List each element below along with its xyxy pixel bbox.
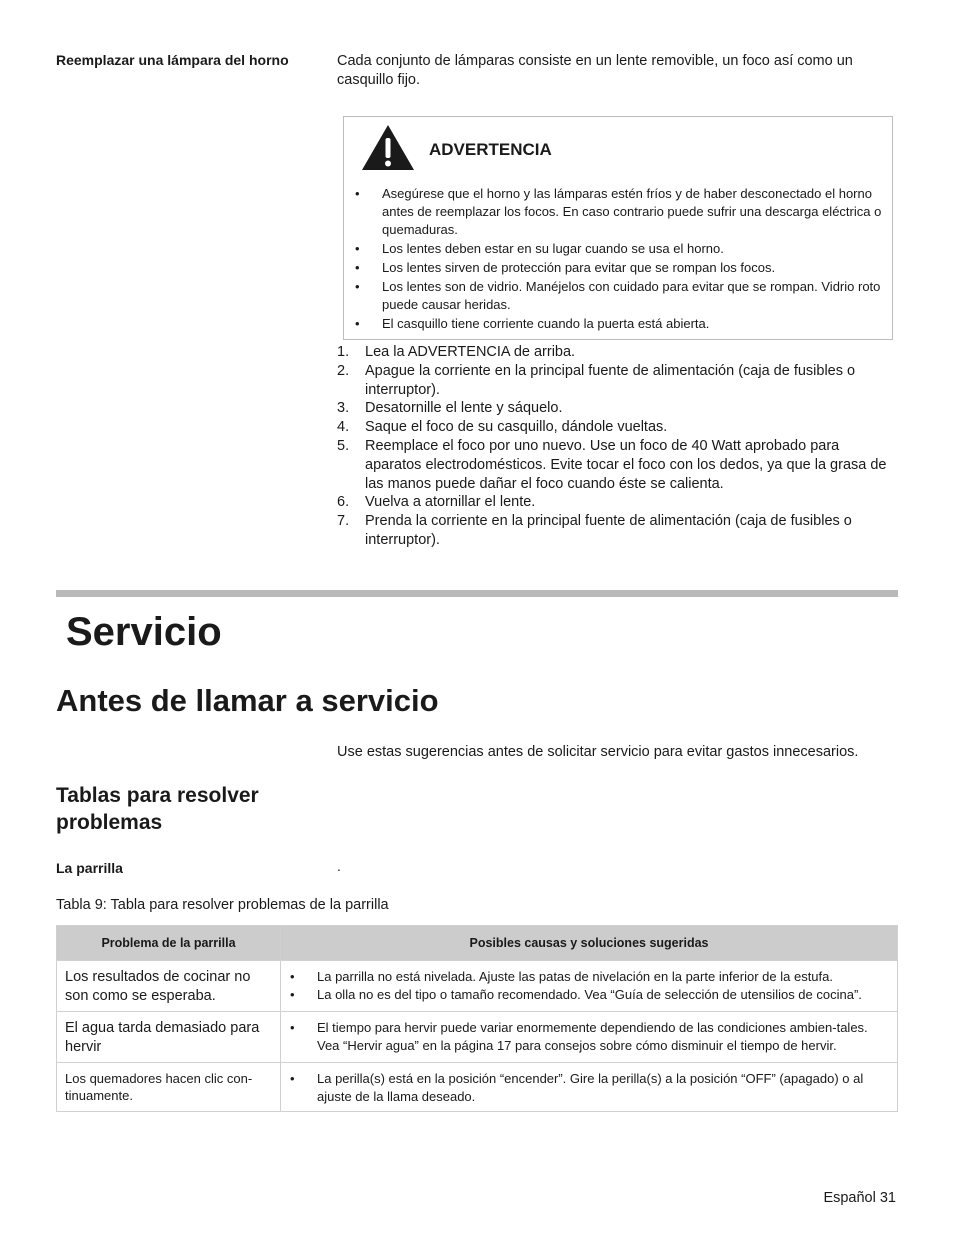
solution-text: La olla no es del tipo o tamaño recomendado. Vea “Guía de selección de utensilios de cocina”. bbox=[317, 986, 862, 1002]
bullet: • bbox=[290, 969, 295, 984]
table-header-row bbox=[57, 926, 898, 961]
step-text: Saque el foco de su casquillo, dándole vueltas. bbox=[365, 419, 668, 436]
problem-cell: Los quemadores hacen clic con-tinuamente. bbox=[57, 1063, 281, 1112]
warning-item-text: Los lentes sirven de protección para evitar que se rompan los focos. bbox=[382, 260, 776, 275]
column-header: Problema de la parrilla bbox=[57, 926, 281, 961]
subsection-heading: Tablas para resolver problemas bbox=[56, 784, 259, 834]
step-number: 5. bbox=[337, 437, 350, 454]
step-text: Reemplace el foco por uno nuevo. Use un foco de 40 Watt aprobado para aparatos electrodomésticos. Evite tocar el foco con los dedos, ya que la grasa de las manos puede dañar el foco cuando éste se calienta. bbox=[365, 437, 887, 492]
warning-item bbox=[344, 278, 892, 314]
solution-item bbox=[289, 1070, 889, 1105]
step-item bbox=[337, 343, 897, 362]
problem-cell: Los resultados de cocinar no son como se esperaba. bbox=[57, 961, 281, 1012]
solution-text: El tiempo para hervir puede variar enormemente dependiendo de las condiciones ambien-tales. Vea “Hervir agua” en la página 17 para consejos sobre cómo disminuir el tiempo de hervir. bbox=[317, 1020, 868, 1053]
step-item bbox=[337, 418, 897, 437]
table-caption: Tabla 9: Tabla para resolver problemas de la parrilla bbox=[56, 897, 389, 913]
bullet: • bbox=[355, 316, 360, 331]
warning-item bbox=[344, 185, 892, 239]
page-number: Español 31 bbox=[823, 1190, 896, 1206]
warning-list bbox=[344, 185, 892, 334]
step-text: Apague la corriente en la principal fuente de alimentación (caja de fusibles o interruptor). bbox=[365, 362, 856, 398]
bullet: • bbox=[290, 1071, 295, 1086]
section-divider bbox=[56, 590, 898, 597]
solution-text: La parrilla no está nivelada. Ajuste las patas de nivelación en la parte inferior de la estufa. bbox=[317, 969, 833, 984]
step-text: Desatornille el lente y sáquelo. bbox=[365, 400, 563, 417]
table-row bbox=[57, 961, 898, 1012]
warning-box bbox=[343, 116, 893, 340]
section-heading: Antes de llamar a servicio bbox=[56, 683, 439, 718]
bullet: • bbox=[355, 260, 360, 275]
page-title: Servicio bbox=[66, 610, 222, 654]
column-header: Posibles causas y soluciones sugeridas bbox=[281, 926, 898, 961]
warning-item-text: Los lentes deben estar en su lugar cuando se usa el horno. bbox=[382, 241, 724, 256]
step-text: Lea la ADVERTENCIA de arriba. bbox=[365, 344, 576, 360]
table-row bbox=[57, 1012, 898, 1063]
subsection-label: La parrilla bbox=[56, 860, 123, 876]
solution-text: La perilla(s) está en la posición “encender”. Gire la perilla(s) a la posición “OFF” (apagado) o al ajuste de la llama deseado. bbox=[317, 1071, 864, 1104]
bullet: • bbox=[355, 279, 360, 294]
table-row bbox=[57, 1063, 898, 1112]
warning-item bbox=[344, 315, 892, 333]
lamp-intro: Cada conjunto de lámparas consiste en un lente removible, un foco así como un casquillo fijo. bbox=[337, 53, 853, 88]
warning-item bbox=[344, 259, 892, 277]
step-item bbox=[337, 493, 897, 512]
warning-title: ADVERTENCIA bbox=[429, 140, 552, 159]
solution-item bbox=[289, 986, 889, 1004]
solutions-cell bbox=[281, 961, 898, 1012]
solutions-cell bbox=[281, 1012, 898, 1063]
bullet: • bbox=[355, 241, 360, 256]
step-item bbox=[337, 437, 897, 493]
step-item bbox=[337, 362, 897, 400]
steps-list bbox=[337, 343, 897, 550]
step-item bbox=[337, 399, 897, 418]
service-intro: Use estas sugerencias antes de solicitar servicio para evitar gastos innecesarios. bbox=[337, 744, 859, 760]
step-text: Vuelva a atornillar el lente. bbox=[365, 494, 536, 511]
solution-item bbox=[289, 968, 889, 986]
subsection-text: . bbox=[337, 858, 341, 874]
warning-item bbox=[344, 240, 892, 258]
warning-triangle-icon bbox=[360, 123, 416, 173]
solution-item bbox=[289, 1019, 889, 1054]
step-number: 6. bbox=[337, 494, 350, 511]
step-item bbox=[337, 512, 897, 550]
bullet: • bbox=[290, 1020, 295, 1035]
step-number: 2. bbox=[337, 362, 350, 379]
bullet: • bbox=[355, 186, 360, 201]
warning-item-text: Asegúrese que el horno y las lámparas estén fríos y de haber desconectado el horno antes de reemplazar los focos. En caso contrario puede sufrir una descarga eléctrica o quemaduras. bbox=[382, 186, 882, 237]
solutions-cell bbox=[281, 1063, 898, 1112]
problem-cell: El agua tarda demasiado para hervir bbox=[57, 1012, 281, 1063]
bullet: • bbox=[290, 986, 295, 1002]
step-number: 1. bbox=[337, 344, 350, 360]
warning-item-text: El casquillo tiene corriente cuando la puerta está abierta. bbox=[382, 316, 710, 331]
troubleshooting-table bbox=[56, 925, 898, 1112]
step-number: 4. bbox=[337, 419, 350, 436]
step-number: 3. bbox=[337, 400, 350, 417]
warning-item-text: Los lentes son de vidrio. Manéjelos con cuidado para evitar que se rompan. Vidrio roto puede causar heridas. bbox=[382, 279, 881, 312]
step-text: Prenda la corriente en la principal fuente de alimentación (caja de fusibles o interruptor). bbox=[365, 513, 852, 548]
step-number: 7. bbox=[337, 513, 350, 530]
side-heading-lamp: Reemplazar una lámpara del horno bbox=[56, 52, 289, 68]
